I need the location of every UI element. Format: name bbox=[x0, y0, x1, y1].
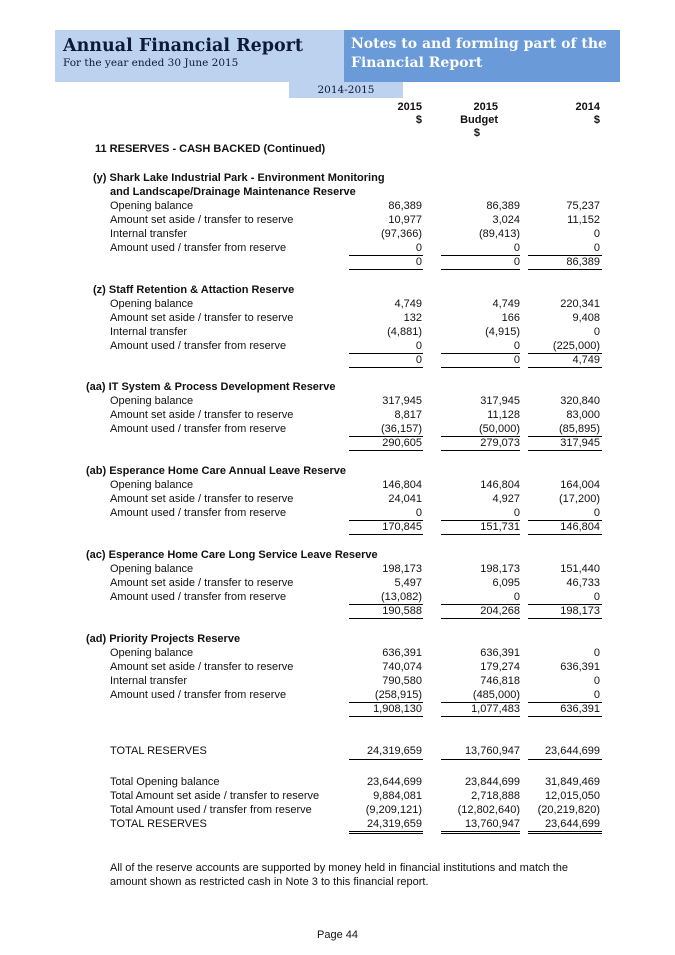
rule bbox=[441, 269, 520, 270]
section-total: 198,173 bbox=[560, 605, 600, 617]
row-label: Opening balance bbox=[110, 298, 194, 310]
notes-title: Notes to and forming part of the Financial Report bbox=[351, 36, 607, 71]
row-value: 0 bbox=[593, 591, 600, 603]
row-value: (97,366) bbox=[381, 228, 422, 240]
rule bbox=[528, 716, 602, 717]
column-header-2015: 2015 $ bbox=[397, 101, 422, 126]
row-value: 166 bbox=[501, 312, 520, 324]
row-label: Internal transfer bbox=[110, 326, 188, 338]
double-rule bbox=[528, 833, 602, 834]
section-total: 0 bbox=[415, 354, 422, 366]
row-value: 0 bbox=[415, 507, 422, 519]
rule bbox=[528, 450, 602, 451]
row-value: (4,915) bbox=[485, 326, 520, 338]
row-value: 0 bbox=[593, 326, 600, 338]
summary-label: Total Opening balance bbox=[110, 776, 220, 788]
row-label: Internal transfer bbox=[110, 675, 188, 687]
report-subtitle: For the year ended 30 June 2015 bbox=[63, 57, 239, 69]
row-label: Amount used / transfer from reserve bbox=[110, 423, 287, 435]
row-label: Opening balance bbox=[110, 647, 194, 659]
rule bbox=[441, 759, 520, 760]
summary-total-value: 24,319,659 bbox=[366, 818, 422, 830]
row-value: 6,095 bbox=[492, 577, 520, 589]
rule bbox=[349, 450, 423, 451]
section-total: 86,389 bbox=[566, 256, 600, 268]
row-value: (485,000) bbox=[472, 689, 520, 701]
row-value: 740,074 bbox=[382, 661, 422, 673]
summary-label: Total Amount used / transfer from reserve bbox=[110, 804, 312, 816]
summary-value: 23,644,699 bbox=[366, 776, 422, 788]
row-value: 636,391 bbox=[382, 647, 422, 659]
summary-value: (9,209,121) bbox=[365, 804, 422, 816]
row-label: Amount used / transfer from reserve bbox=[110, 591, 287, 603]
row-value: 0 bbox=[593, 675, 600, 687]
section-total: 317,945 bbox=[560, 437, 600, 449]
row-value: 746,818 bbox=[480, 675, 520, 687]
row-value: 75,237 bbox=[566, 200, 600, 212]
row-label: Amount set aside / transfer to reserve bbox=[110, 312, 294, 324]
rule bbox=[349, 367, 423, 368]
double-rule bbox=[441, 833, 520, 834]
row-value: 4,927 bbox=[492, 493, 520, 505]
total-reserves-label: TOTAL RESERVES bbox=[110, 745, 207, 757]
row-label: Amount used / transfer from reserve bbox=[110, 340, 287, 352]
note-heading: 11 RESERVES - CASH BACKED (Continued) bbox=[95, 143, 326, 155]
rule bbox=[528, 534, 602, 535]
summary-label: Total Amount set aside / transfer to reserve bbox=[110, 790, 320, 802]
summary-value: 23,844,699 bbox=[464, 776, 520, 788]
row-value: 0 bbox=[513, 242, 520, 254]
section-total: 170,845 bbox=[382, 521, 422, 533]
row-label: Amount used / transfer from reserve bbox=[110, 242, 287, 254]
row-value: 0 bbox=[593, 228, 600, 240]
row-value: 86,389 bbox=[388, 200, 422, 212]
summary-value: (12,802,640) bbox=[457, 804, 520, 816]
section-total: 0 bbox=[513, 354, 520, 366]
row-value: (89,413) bbox=[479, 228, 520, 240]
year-tab: 2014-2015 bbox=[289, 82, 403, 98]
row-value: 790,580 bbox=[382, 675, 422, 687]
row-label: Opening balance bbox=[110, 563, 194, 575]
row-value: 636,391 bbox=[480, 647, 520, 659]
notes-header-panel bbox=[344, 30, 620, 82]
row-value: (50,000) bbox=[479, 423, 520, 435]
row-value: 3,024 bbox=[492, 214, 520, 226]
row-value: 0 bbox=[593, 242, 600, 254]
row-value: 10,977 bbox=[388, 214, 422, 226]
section-total: 190,588 bbox=[382, 605, 422, 617]
row-value: 24,041 bbox=[388, 493, 422, 505]
section-total: 636,391 bbox=[560, 703, 600, 715]
section-total: 204,268 bbox=[480, 605, 520, 617]
row-label: Amount set aside / transfer to reserve bbox=[110, 661, 294, 673]
report-title: Annual Financial Report bbox=[63, 36, 303, 56]
summary-total-value: 23,644,699 bbox=[544, 818, 600, 830]
row-value: 320,840 bbox=[560, 395, 600, 407]
section-total: 0 bbox=[415, 256, 422, 268]
column-header-2014: 2014 $ bbox=[575, 101, 600, 126]
rule bbox=[349, 831, 423, 832]
row-label: Amount used / transfer from reserve bbox=[110, 689, 287, 701]
summary-value: 31,849,469 bbox=[544, 776, 600, 788]
footnote: All of the reserve accounts are supported by money held in financial institutions and match the amount shown as restricted cash in Note 3 to this financial report. bbox=[110, 862, 568, 888]
summary-value: 2,718,888 bbox=[471, 790, 520, 802]
row-value: 8,817 bbox=[394, 409, 422, 421]
row-value: (36,157) bbox=[381, 423, 422, 435]
rule bbox=[349, 759, 423, 760]
row-value: 0 bbox=[593, 507, 600, 519]
row-value: 0 bbox=[415, 340, 422, 352]
column-header-budget: 2015 Budget $ bbox=[460, 101, 498, 139]
row-value: 151,440 bbox=[560, 563, 600, 575]
row-value: 0 bbox=[513, 340, 520, 352]
rule bbox=[528, 618, 602, 619]
section-total: 4,749 bbox=[572, 354, 600, 366]
summary-value: 12,015,050 bbox=[544, 790, 600, 802]
section-title: (ab) Esperance Home Care Annual Leave Reserve bbox=[86, 465, 347, 477]
row-value: 0 bbox=[593, 647, 600, 659]
double-rule bbox=[349, 833, 423, 834]
rule bbox=[349, 269, 423, 270]
rule bbox=[349, 534, 423, 535]
section-total: 151,731 bbox=[480, 521, 520, 533]
row-value: 0 bbox=[415, 242, 422, 254]
row-label: Amount set aside / transfer to reserve bbox=[110, 493, 294, 505]
total-reserves-value: 24,319,659 bbox=[366, 745, 422, 757]
row-value: 46,733 bbox=[566, 577, 600, 589]
row-value: 0 bbox=[513, 591, 520, 603]
section-total: 290,605 bbox=[382, 437, 422, 449]
rule bbox=[441, 367, 520, 368]
section-title: and Landscape/Drainage Maintenance Reserve bbox=[110, 186, 356, 198]
row-value: 636,391 bbox=[560, 661, 600, 673]
section-total: 0 bbox=[513, 256, 520, 268]
rule bbox=[528, 759, 602, 760]
rule bbox=[441, 450, 520, 451]
summary-value: (20,219,820) bbox=[537, 804, 600, 816]
total-reserves-value: 13,760,947 bbox=[464, 745, 520, 757]
row-label: Amount set aside / transfer to reserve bbox=[110, 409, 294, 421]
row-value: 179,274 bbox=[480, 661, 520, 673]
section-total: 1,077,483 bbox=[471, 703, 520, 715]
row-label: Amount set aside / transfer to reserve bbox=[110, 214, 294, 226]
section-title: (y) Shark Lake Industrial Park - Environment Monitoring bbox=[93, 172, 385, 184]
rule bbox=[528, 367, 602, 368]
summary-total-value: 13,760,947 bbox=[464, 818, 520, 830]
row-value: (258,915) bbox=[374, 689, 422, 701]
rule bbox=[441, 831, 520, 832]
rule bbox=[528, 269, 602, 270]
rule bbox=[441, 534, 520, 535]
row-value: (17,200) bbox=[559, 493, 600, 505]
section-total: 1,908,130 bbox=[373, 703, 422, 715]
row-value: 317,945 bbox=[480, 395, 520, 407]
row-value: 220,341 bbox=[560, 298, 600, 310]
page-number: Page 44 bbox=[317, 929, 358, 941]
row-value: (85,895) bbox=[559, 423, 600, 435]
row-value: 146,804 bbox=[480, 479, 520, 491]
rule bbox=[441, 716, 520, 717]
row-label: Opening balance bbox=[110, 200, 194, 212]
row-value: (13,082) bbox=[381, 591, 422, 603]
section-title: (aa) IT System & Process Development Reserve bbox=[86, 381, 336, 393]
row-label: Internal transfer bbox=[110, 228, 188, 240]
summary-total-label: TOTAL RESERVES bbox=[110, 818, 207, 830]
row-value: 132 bbox=[403, 312, 422, 324]
section-title: (z) Staff Retention & Attaction Reserve bbox=[93, 284, 295, 296]
row-value: 86,389 bbox=[486, 200, 520, 212]
row-value: 4,749 bbox=[492, 298, 520, 310]
row-value: 83,000 bbox=[566, 409, 600, 421]
row-value: 198,173 bbox=[382, 563, 422, 575]
section-title: (ac) Esperance Home Care Long Service Leave Reserve bbox=[86, 549, 378, 561]
row-value: 198,173 bbox=[480, 563, 520, 575]
rule bbox=[349, 618, 423, 619]
row-value: 146,804 bbox=[382, 479, 422, 491]
row-value: (225,000) bbox=[552, 340, 600, 352]
row-value: 317,945 bbox=[382, 395, 422, 407]
row-label: Amount set aside / transfer to reserve bbox=[110, 577, 294, 589]
row-value: 0 bbox=[593, 689, 600, 701]
section-title: (ad) Priority Projects Reserve bbox=[86, 633, 241, 645]
section-total: 146,804 bbox=[560, 521, 600, 533]
row-value: 4,749 bbox=[394, 298, 422, 310]
row-label: Opening balance bbox=[110, 395, 194, 407]
row-value: 11,152 bbox=[567, 214, 600, 226]
row-value: 0 bbox=[513, 507, 520, 519]
row-value: 5,497 bbox=[394, 577, 422, 589]
summary-value: 9,884,081 bbox=[373, 790, 422, 802]
rule bbox=[349, 716, 423, 717]
row-label: Amount used / transfer from reserve bbox=[110, 507, 287, 519]
rule bbox=[441, 618, 520, 619]
row-value: 164,004 bbox=[560, 479, 600, 491]
section-total: 279,073 bbox=[480, 437, 520, 449]
row-label: Opening balance bbox=[110, 479, 194, 491]
row-value: 9,408 bbox=[572, 312, 600, 324]
rule bbox=[528, 831, 602, 832]
row-value: (4,881) bbox=[387, 326, 422, 338]
report-header-panel bbox=[55, 30, 344, 82]
row-value: 11,128 bbox=[487, 409, 520, 421]
total-reserves-value: 23,644,699 bbox=[544, 745, 600, 757]
